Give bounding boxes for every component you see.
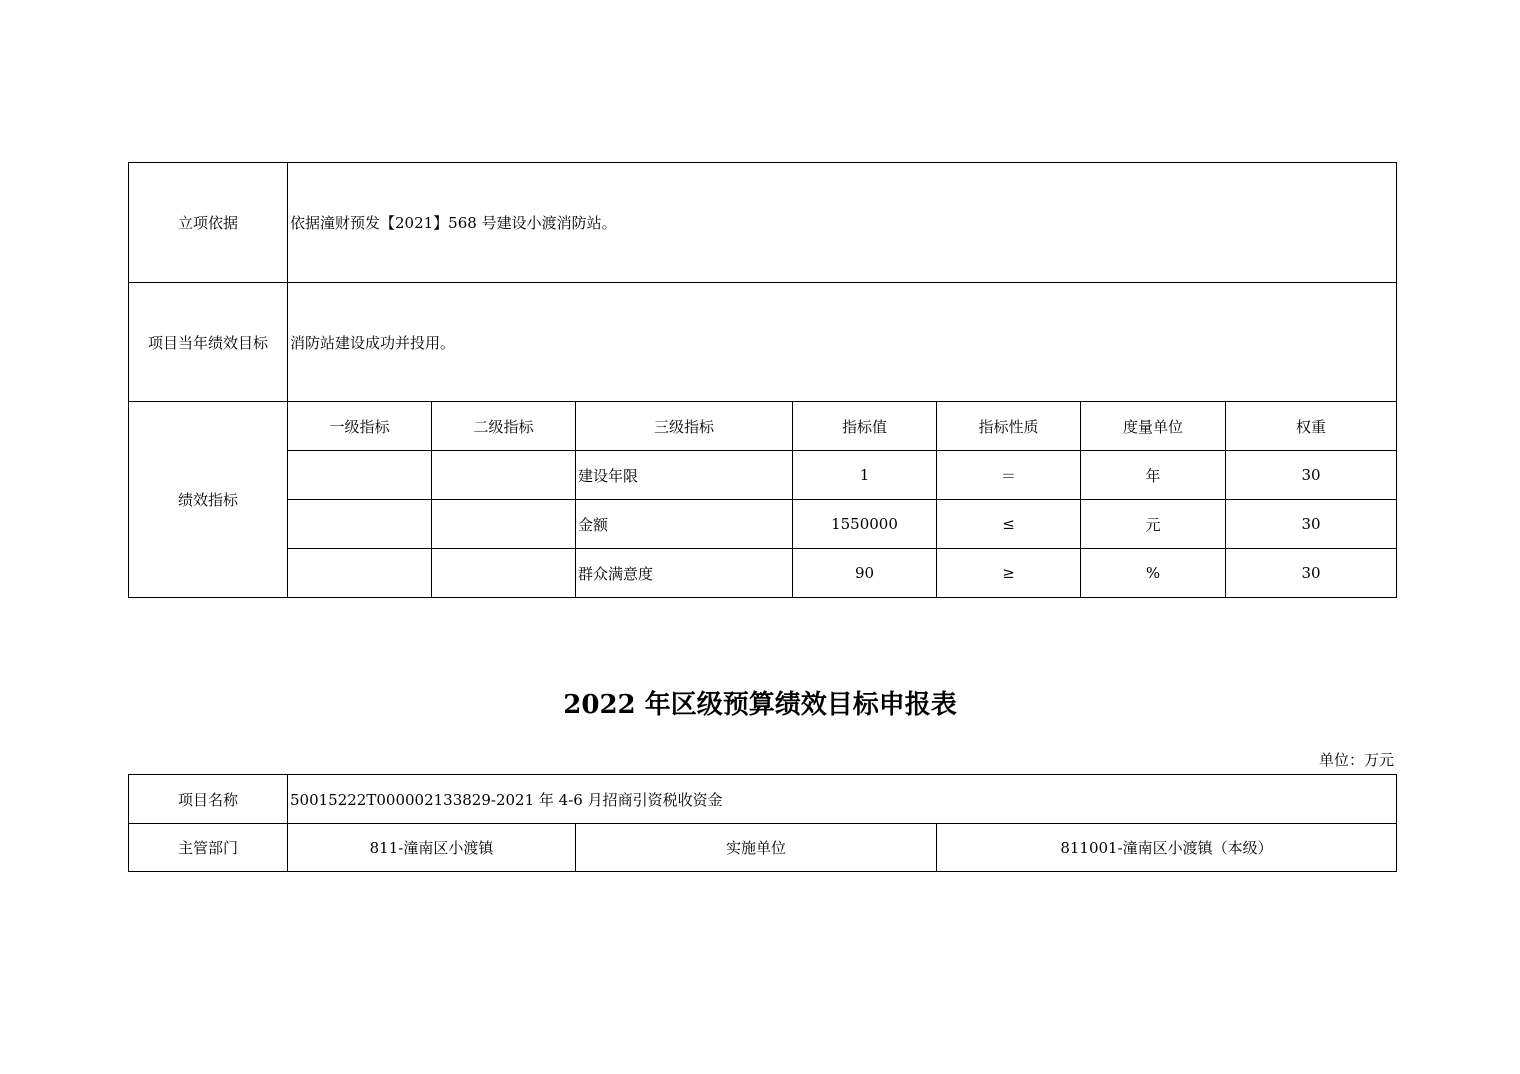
header-level1: 一级指标: [288, 402, 432, 451]
header-level3: 三级指标: [576, 402, 793, 451]
cell-level3: 金额: [576, 500, 793, 549]
header-weight: 权重: [1226, 402, 1397, 451]
cell-level2: [432, 549, 576, 598]
dept-label: 主管部门: [129, 824, 288, 872]
cell-weight: 30: [1226, 500, 1397, 549]
goal-text: 消防站建设成功并投用。: [288, 283, 1397, 402]
cell-nature: ≥: [937, 549, 1081, 598]
cell-level2: [432, 500, 576, 549]
goal-label: 项目当年绩效目标: [129, 283, 288, 402]
cell-nature: ≤: [937, 500, 1081, 549]
header-nature: 指标性质: [937, 402, 1081, 451]
cell-level2: [432, 451, 576, 500]
project-name-value: 50015222T000002133829-2021 年 4-6 月招商引资税收资金: [288, 775, 1397, 824]
cell-level1: [288, 500, 432, 549]
cell-value: 1550000: [793, 500, 937, 549]
indicators-label: 绩效指标: [129, 402, 288, 598]
impl-value: 811001-潼南区小渡镇（本级）: [937, 824, 1397, 872]
form-title: 2022 年区级预算绩效目标申报表: [563, 690, 957, 720]
cell-unit: 元: [1081, 500, 1226, 549]
table-row: [129, 549, 1397, 598]
header-level2: 二级指标: [432, 402, 576, 451]
cell-weight: 30: [1226, 549, 1397, 598]
cell-level1: [288, 451, 432, 500]
cell-level3: 群众满意度: [576, 549, 793, 598]
basis-label: 立项依据: [129, 163, 288, 283]
cell-unit: 年: [1081, 451, 1226, 500]
cell-unit: %: [1081, 549, 1226, 598]
cell-level3: 建设年限: [576, 451, 793, 500]
cell-level1: [288, 549, 432, 598]
header-unit: 度量单位: [1081, 402, 1226, 451]
cell-value: 90: [793, 549, 937, 598]
unit-note: 单位：万元: [1318, 751, 1394, 769]
cell-weight: 30: [1226, 451, 1397, 500]
table-row: [129, 500, 1397, 549]
project-name-label: 项目名称: [129, 775, 288, 824]
project-info-table: [128, 774, 1397, 872]
basis-text: 依据潼财预发【2021】568 号建设小渡消防站。: [288, 163, 1397, 283]
impl-label: 实施单位: [576, 824, 937, 872]
cell-value: 1: [793, 451, 937, 500]
header-value: 指标值: [793, 402, 937, 451]
table-row: [129, 451, 1397, 500]
cell-nature: ＝: [937, 451, 1081, 500]
dept-value: 811-潼南区小渡镇: [288, 824, 576, 872]
performance-table: [128, 162, 1397, 598]
